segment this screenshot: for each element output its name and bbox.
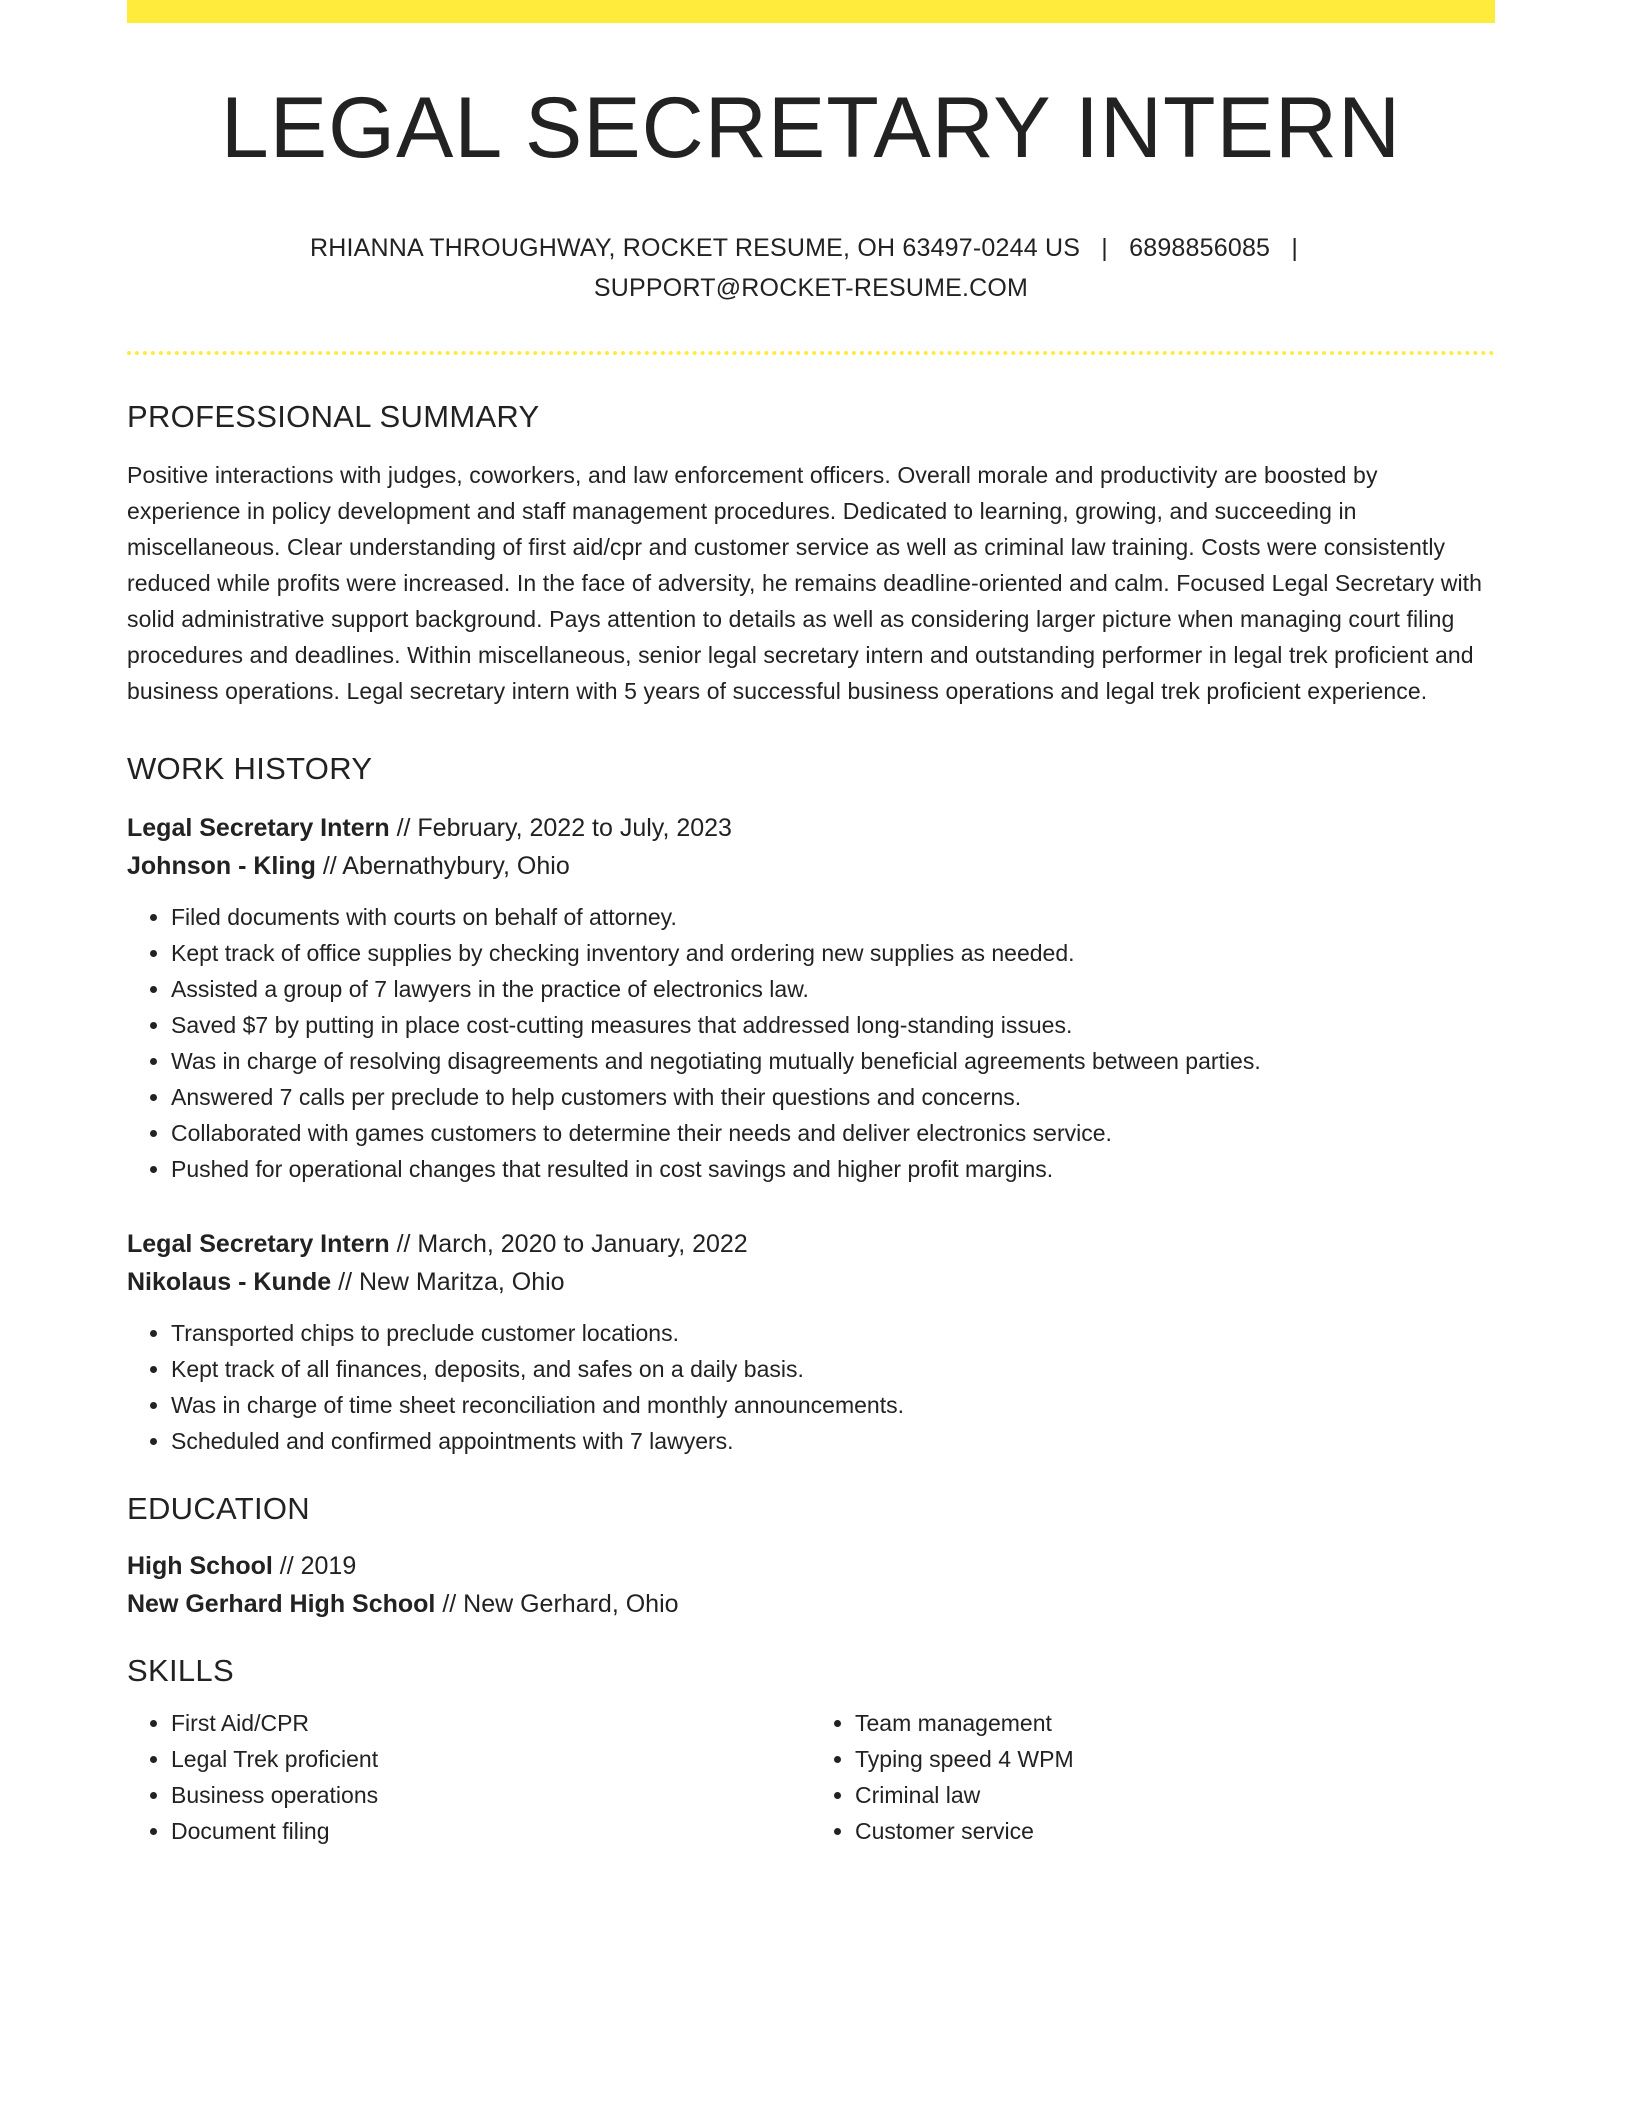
contact-address: RHIANNA THROUGHWAY, ROCKET RESUME, OH 63497-0244 US bbox=[309, 233, 1081, 262]
summary-text: Positive interactions with judges, coworkers, and law enforcement officers. Overall morale and productivity are boosted by experience in policy development and staff management procedures. Dedicated to learning, growing, and succeeding in miscellaneous. Clear understanding of first aid/cpr and customer service as well as criminal law training. Costs were consistently reduced while profits were increased. In the face of adversity, he remains deadline-oriented and calm. Focused Legal Secretary with solid administrative support background. Pays attention to details as well as considering larger picture when managing court filing procedures and deadlines. Within miscellaneous, senior legal secretary intern and outstanding performer in legal trek proficient and business operations. Legal secretary intern with 5 years of successful business operations and legal trek proficient experience. bbox=[127, 461, 1483, 704]
job-title-line bbox=[127, 809, 1495, 847]
job-title: Legal Secretary Intern bbox=[127, 813, 390, 842]
list-item: • Was in charge of time sheet reconciliation and monthly announcements. bbox=[171, 1387, 1495, 1423]
contact-info bbox=[127, 228, 1495, 308]
list-item: • Kept track of all finances, deposits, and safes on a daily basis. bbox=[171, 1351, 1495, 1387]
job-dates: // March, 2020 to January, 2022 bbox=[389, 1229, 748, 1258]
work-history-heading: WORK HISTORY bbox=[127, 750, 373, 786]
skills-right-column bbox=[811, 1705, 1495, 1849]
education-degree-line bbox=[127, 1547, 1495, 1585]
list-item: • Legal Trek proficient bbox=[171, 1741, 811, 1777]
list-item: • First Aid/CPR bbox=[171, 1705, 811, 1741]
resume-title: LEGAL SECRETARY INTERN bbox=[220, 80, 1402, 176]
list-item: • Transported chips to preclude customer locations. bbox=[171, 1315, 1495, 1351]
list-item: • Was in charge of resolving disagreements and negotiating mutually beneficial agreements between parties. bbox=[171, 1043, 1495, 1079]
list-item: • Criminal law bbox=[855, 1777, 1495, 1813]
list-item: • Filed documents with courts on behalf of attorney. bbox=[171, 899, 1495, 935]
list-item: • Pushed for operational changes that resulted in cost savings and higher profit margins. bbox=[171, 1151, 1495, 1187]
list-item: • Collaborated with games customers to determine their needs and deliver electronics service. bbox=[171, 1115, 1495, 1151]
list-item: • Saved $7 by putting in place cost-cutting measures that addressed long-standing issues. bbox=[171, 1007, 1495, 1043]
list-item: • Document filing bbox=[171, 1813, 811, 1849]
skills-left-column bbox=[127, 1705, 811, 1849]
job-title: Legal Secretary Intern bbox=[127, 1229, 390, 1258]
job-entry bbox=[127, 1225, 1495, 1459]
list-item: • Kept track of office supplies by checking inventory and ordering new supplies as needed. bbox=[171, 935, 1495, 971]
job-company-line bbox=[127, 1263, 1495, 1301]
header-divider bbox=[127, 351, 1495, 355]
skills-columns bbox=[127, 1705, 1495, 1849]
education-school: New Gerhard High School bbox=[127, 1589, 436, 1618]
job-entry bbox=[127, 809, 1495, 1187]
resume-page bbox=[127, 0, 1495, 1849]
top-accent-bar bbox=[127, 0, 1495, 23]
skills-heading: SKILLS bbox=[127, 1652, 234, 1688]
list-item: • Answered 7 calls per preclude to help customers with their questions and concerns. bbox=[171, 1079, 1495, 1115]
education-year: // 2019 bbox=[272, 1551, 357, 1580]
education-school-line bbox=[127, 1585, 1495, 1623]
job-location: // New Maritza, Ohio bbox=[331, 1267, 565, 1296]
list-item: • Customer service bbox=[855, 1813, 1495, 1849]
education-location: // New Gerhard, Ohio bbox=[435, 1589, 679, 1618]
job-dates: // February, 2022 to July, 2023 bbox=[389, 813, 732, 842]
list-item: • Typing speed 4 WPM bbox=[855, 1741, 1495, 1777]
job-company: Johnson - Kling bbox=[127, 851, 316, 880]
education-entry bbox=[127, 1547, 1495, 1623]
list-item: • Team management bbox=[855, 1705, 1495, 1741]
summary-heading: PROFESSIONAL SUMMARY bbox=[127, 398, 540, 434]
contact-email[interactable]: SUPPORT@ROCKET-RESUME.COM bbox=[593, 273, 1029, 302]
education-heading: EDUCATION bbox=[127, 1490, 310, 1526]
list-item: • Business operations bbox=[171, 1777, 811, 1813]
education-degree: High School bbox=[127, 1551, 273, 1580]
contact-separator: | bbox=[1101, 233, 1108, 262]
list-item: • Assisted a group of 7 lawyers in the practice of electronics law. bbox=[171, 971, 1495, 1007]
job-company: Nikolaus - Kunde bbox=[127, 1267, 332, 1296]
job-bullets bbox=[127, 899, 1495, 1187]
contact-phone: 6898856085 bbox=[1129, 233, 1271, 262]
contact-separator: | bbox=[1291, 233, 1299, 262]
list-item: • Scheduled and confirmed appointments with 7 lawyers. bbox=[171, 1423, 1495, 1459]
job-location: // Abernathybury, Ohio bbox=[315, 851, 570, 880]
job-title-line bbox=[127, 1225, 1495, 1263]
job-bullets bbox=[127, 1315, 1495, 1459]
job-company-line bbox=[127, 847, 1495, 885]
